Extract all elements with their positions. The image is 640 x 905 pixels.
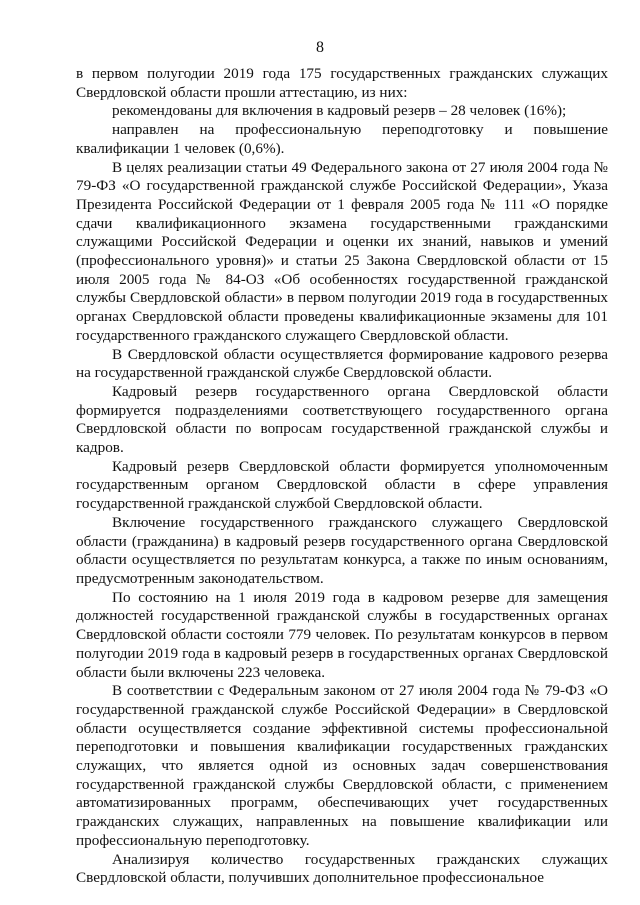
paragraph-reserve-statistics: По состоянию на 1 июля 2019 года в кадровом резерве для замещения должностей государственной гражданской службы в государственных органах Свердловской области состояли 779 человек. По результатам конкурсов в первом полугодии 2019 года в кадровый резерв в государственных органах Свердловской области были включены 223 человека. bbox=[76, 588, 608, 681]
paragraph-reserve-formation: В Свердловской области осуществляется формирование кадрового резерва на государственной гражданской службе Свердловской области. bbox=[76, 345, 608, 382]
paragraph-agency-reserve: Кадровый резерв государственного органа Свердловской области формируется подразделениями соответствующего государственного органа Свердловской области по вопросам государственной гражданской службы и кадров. bbox=[76, 382, 608, 457]
paragraph-attestation-summary: в первом полугодии 2019 года 175 государственных гражданских служащих Свердловской области прошли аттестацию, из них: bbox=[76, 65, 608, 101]
paragraph-retraining-sent: направлен на профессиональную переподготовку и повышение квалификации 1 человек (0,6%). bbox=[76, 121, 608, 157]
paragraph-reserve-inclusion: Включение государственного гражданского служащего Свердловской области (гражданина) в кадровый резерв государственного органа Свердловской области осуществляется по результатам конкурса, а также по иным основаниям, предусмотренным законодательством. bbox=[76, 513, 608, 587]
document-body bbox=[76, 65, 608, 888]
paragraph-reserve-recommended: рекомендованы для включения в кадровый резерв – 28 человек (16%); bbox=[112, 102, 567, 120]
paragraph-training-system: В соответствии с Федеральным законом от 27 июля 2004 года № 79-ФЗ «О государственной гражданской службе Российской Федерации» в Свердловской области осуществляется создание эффективной системы профессиональной переподготовки и повышения квалификации государственных гражданских служащих, что является одной из основных задач совершенствования государственной гражданской службы Свердловской области, с применением автоматизированных программ, обеспечивающих учет государственных гражданских служащих, направленных на повышение квалификации или профессиональную переподготовку. bbox=[76, 682, 608, 849]
page-number: 8 bbox=[316, 39, 324, 56]
paragraph-analysis: Анализируя количество государственных гражданских служащих Свердловской области, получивших дополнительное профессиональное bbox=[76, 850, 608, 887]
paragraph-regional-reserve: Кадровый резерв Свердловской области формируется уполномоченным государственным органом Свердловской области в сфере управления государственной гражданской службой Свердловской области. bbox=[76, 457, 608, 513]
paragraph-qualification-exams: В целях реализации статьи 49 Федерального закона от 27 июля 2004 года № 79-ФЗ «О государственной гражданской службе Российской Федерации», Указа Президента Российской Федерации от 1 февраля 2005 года № 111 «О порядке сдачи квалификационного экзамена государственными гражданскими служащими Российской Федерации и оценки их знаний, навыков и умений (профессионального уровня)» и статьи 25 Закона Свердловской области от 15 июля 2005 года № 84-ОЗ «Об особенностях государственной гражданской службы Свердловской области» в первом полугодии 2019 года в государственных органах Свердловской области проведены квалификационные экзамены для 101 государственного гражданского служащего Свердловской области. bbox=[76, 158, 608, 344]
